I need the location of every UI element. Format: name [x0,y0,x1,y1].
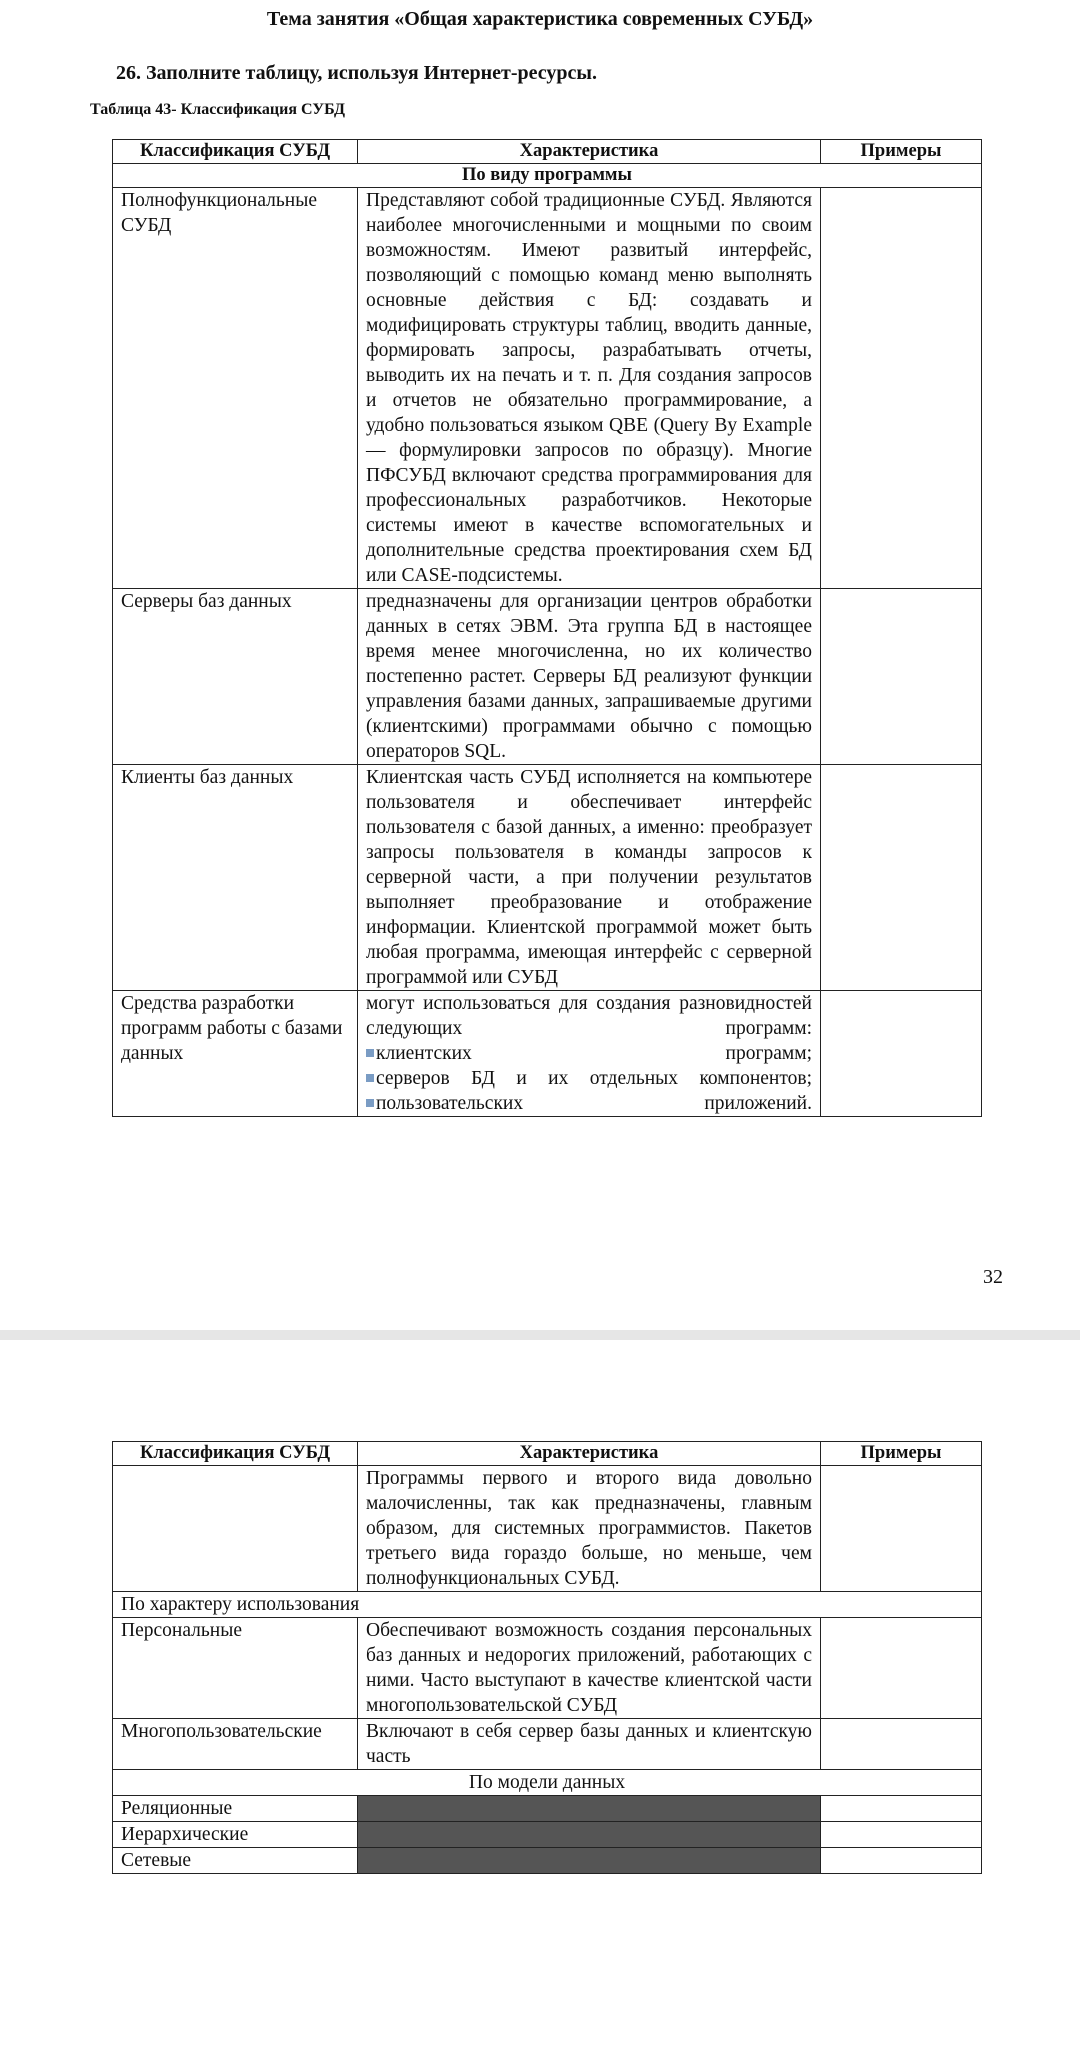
row-characteristic [358,991,821,1117]
row-examples [821,589,982,765]
row-name: Персональные [113,1618,358,1719]
row-examples [821,1719,982,1770]
row-examples [821,1618,982,1719]
row-characteristic: предназначены для организации центров обработки данных в сетях ЭВМ. Эта группа БД в настоящее время менее многочисленна, но их количество постепенно растет. Серверы БД реализуют функции управления базами данных, запрашиваемые другими (клиентскими) программами обычно с помощью операторов SQL. [358,589,821,765]
page-title: Тема занятия «Общая характеристика современных СУБД» [266,8,814,30]
row-name: Средства разработки программ работы с базами данных [113,991,358,1117]
row-name: Полнофункциональные СУБД [113,188,358,589]
row-characteristic: Обеспечивают возможность создания персональных баз данных и недорогих приложений, работающих с ними. Часто выступают в качестве клиентской части многопользовательской СУБД [358,1618,821,1719]
row-characteristic: Представляют собой традиционные СУБД. Являются наиболее многочисленными и мощными по своим возможностям. Имеют развитый интерфейс, позволяющий с помощью команд меню выполнять основные действия с БД: создавать и модифицировать структуры таблиц, вводить данные, формировать запросы, разрабатывать отчеты, выводить их на печать и т. п. Для создания запросов и отчетов не обязательно программирование, а удобно пользоваться языком QBE (Query By Example — формулировки запросов по образцу). Многие ПФСУБД включают средства программирования для профессиональных разработчиков. Некоторые системы имеют в качестве вспомогательных и дополнительные средства проектирования схем БД или CASE-подсистемы. [358,188,821,589]
header-classification: Классификация СУБД [113,1442,358,1466]
header-examples: Примеры [821,1442,982,1466]
classification-table-continued [112,1441,982,1874]
header-characteristic: Характеристика [358,1442,821,1466]
row-name: Иерархические [113,1822,358,1848]
row-name: Реляционные [113,1796,358,1822]
row-name [113,1466,358,1592]
task-heading: 26. Заполните таблицу, используя Интернет-ресурсы. [116,62,598,84]
list-item: пользовательских приложений. [366,1091,812,1116]
table-row [113,991,982,1117]
table-row [113,1466,982,1592]
table-header-row [113,140,982,164]
table-row [113,1618,982,1719]
group-row [113,1770,982,1796]
row-name: Сетевые [113,1848,358,1874]
bullet-icon [366,1074,374,1082]
row-examples [821,1848,982,1874]
shaded-cell [358,1822,821,1848]
table-row [113,765,982,991]
row-characteristic: Программы первого и второго вида довольно малочисленны, так как предназначены, главным образом, для системных программистов. Пакетов третьего вида гораздо больше, но меньше, чем полнофункциональных СУБД. [358,1466,821,1592]
list-item: серверов БД и их отдельных компонентов; [366,1066,812,1091]
page-break-divider [0,1330,1080,1340]
header-characteristic: Характеристика [358,140,821,164]
row-examples [821,1822,982,1848]
row-name: Серверы баз данных [113,589,358,765]
row-name: Клиенты баз данных [113,765,358,991]
bullet-icon [366,1049,374,1057]
table-row [113,589,982,765]
group-usage: По характеру использования [113,1592,982,1618]
table-caption: Таблица 43- Классификация СУБД [90,101,346,118]
row-examples [821,991,982,1117]
classification-table [112,139,982,1117]
row-characteristic: Включают в себя сервер базы данных и клиентскую часть [358,1719,821,1770]
list-item: клиентских программ; [366,1041,812,1066]
group-model: По модели данных [113,1770,982,1796]
table-header-row [113,1442,982,1466]
row-examples [821,188,982,589]
header-classification: Классификация СУБД [113,140,358,164]
row-examples [821,765,982,991]
table-row [113,188,982,589]
shaded-cell [358,1848,821,1874]
shaded-cell [358,1796,821,1822]
row-examples [821,1466,982,1592]
table-row [113,1822,982,1848]
dev-tools-intro: могут использоваться для создания разновидностей следующих программ: [366,993,812,1039]
table-row [113,1848,982,1874]
row-examples [821,1796,982,1822]
page-number: 32 [983,1266,1003,1288]
group-row [113,164,982,188]
table-row [113,1796,982,1822]
table-row [113,1719,982,1770]
bullet-icon [366,1099,374,1107]
row-name: Многопользовательские [113,1719,358,1770]
group-program-type: По виду программы [113,164,982,188]
group-row [113,1592,982,1618]
header-examples: Примеры [821,140,982,164]
row-characteristic: Клиентская часть СУБД исполняется на компьютере пользователя и обеспечивает интерфейс пользователя с базой данных, а именно: преобразует запросы пользователя в команды запросов к серверной части, а при получении результатов выполняет преобразование и отображение информации. Клиентской программой может быть любая программа, имеющая интерфейс с серверной программой или СУБД [358,765,821,991]
